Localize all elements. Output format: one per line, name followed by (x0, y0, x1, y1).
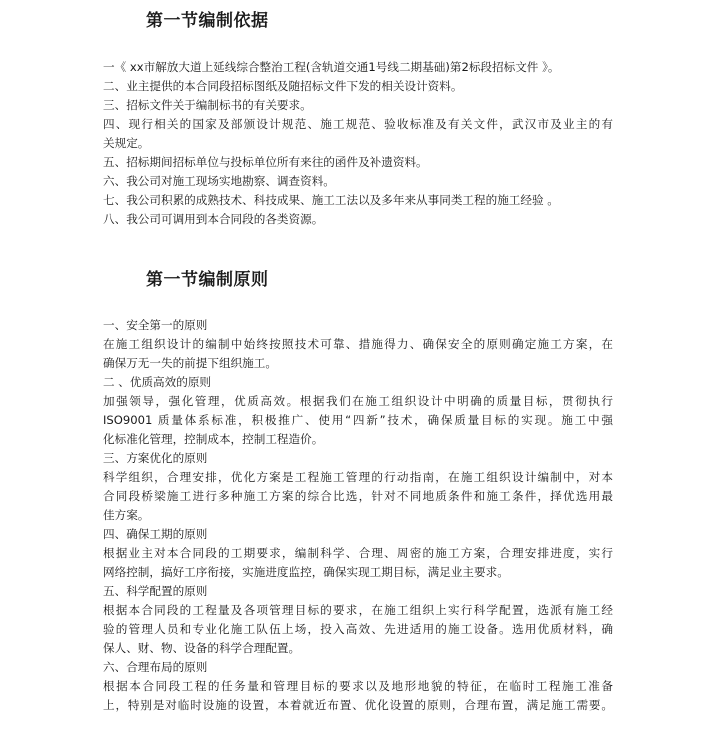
principle-text: 在施工组织设计的编制中始终按照技术可靠、措施得力、确保安全的原则确定施工方案，在 (103, 337, 613, 351)
basis-item-4: 四、现行相关的国家及部颁设计规范、施工规范、验收标准及有关文件，武汉市及业主的有 (103, 117, 613, 131)
basis-item-1: 一《 xx市解放大道上延线综合整治工程(含轨道交通1号线二期基础)第2标段招标文件 》。 (103, 60, 560, 74)
principle-text: 验的管理人员和专业化施工队伍上场，投入高效、先进适用的施工设备。选用优质材料，确 (103, 622, 613, 636)
basis-item-5: 五、招标期间招标单位与投标单位所有来往的函件及补遗资料。 (103, 155, 428, 169)
basis-item-6: 六、我公司对施工现场实地勘察、调查资料。 (103, 174, 335, 188)
principle-text: 确保万无一失的前提下组织施工。 (103, 356, 277, 370)
basis-item-8: 八、我公司可调用到本合同段的各类资源。 (103, 212, 324, 226)
section-heading-principles: 第一节编制原则 (146, 270, 269, 290)
principle-text: 合同段桥梁施工进行多种施工方案的综合比选，针对不同地质条件和施工条件，择优选用最 (103, 489, 613, 503)
principle-text: 上，特别是对临时设施的设置，本着就近布置、优化设置的原则，合理布置，满足施工需要。 (103, 698, 613, 712)
basis-item-2: 二、业主提供的本合同段招标图纸及随招标文件下发的相关设计资料。 (103, 79, 463, 93)
principle-text: 网络控制，搞好工序衔接，实施进度监控，确保实现工期目标，满足业主要求。 (103, 565, 509, 579)
principle-heading-schedule: 四、确保工期的原则 (103, 527, 208, 541)
principle-text: 化标准化管理，控制成本，控制工程造价。 (103, 432, 324, 446)
principle-heading-allocation: 五、科学配置的原则 (103, 584, 208, 598)
principle-heading-quality: 二 、优质高效的原则 (103, 375, 212, 389)
principle-text: 加强领导，强化管理，优质高效。根据我们在施工组织设计中明确的质量目标，贯彻执行 (103, 394, 613, 408)
section-heading-basis: 第一节编制依据 (146, 11, 269, 31)
principle-heading-optimization: 三、方案优化的原则 (103, 451, 208, 465)
basis-item-7: 七、我公司积累的成熟技术、科技成果、施工工法以及多年来从事同类工程的施工经验 。 (103, 193, 559, 207)
basis-item-3: 三、招标文件关于编制标书的有关要求。 (103, 98, 312, 112)
principles-body (103, 316, 613, 715)
principle-text: ISO9001 质量体系标准，积极推广、使用“四新”技术，确保质量目标的实现。施工中强 (103, 413, 613, 427)
principle-text: 根据本合同段工程的任务量和管理目标的要求以及地形地貌的特征，在临时工程施工准备 (103, 679, 613, 693)
principle-text: 科学组织，合理安排，优化方案是工程施工管理的行动指南，在施工组织设计编制中，对本 (103, 470, 613, 484)
principle-text: 保人、财、物、设备的科学合理配置。 (103, 641, 301, 655)
basis-list (103, 58, 613, 229)
principle-text: 根据本合同段的工程量及各项管理目标的要求，在施工组织上实行科学配置，选派有施工经 (103, 603, 613, 617)
principle-text: 根据业主对本合同段的工期要求，编制科学、合理、周密的施工方案，合理安排进度，实行 (103, 546, 613, 560)
basis-item-4-cont: 关规定。 (103, 136, 150, 150)
principle-text: 佳方案。 (103, 508, 150, 522)
principle-heading-safety: 一、安全第一的原则 (103, 318, 208, 332)
principle-heading-layout: 六、合理布局的原则 (103, 660, 208, 674)
